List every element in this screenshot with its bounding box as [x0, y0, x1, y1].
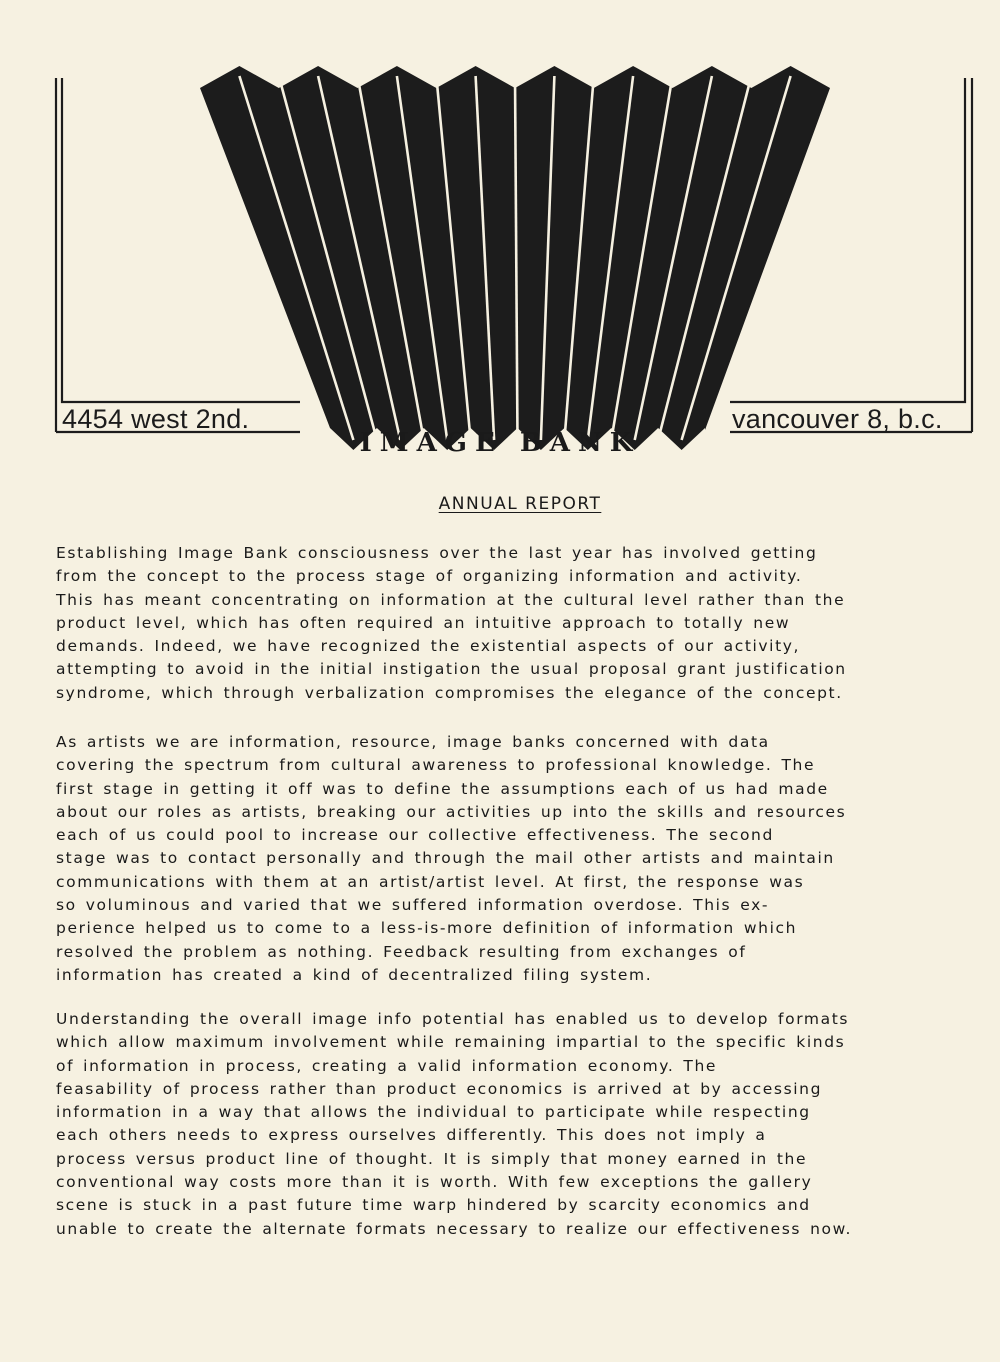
text-line: perience helped us to come to a less-is-more definition of information which	[56, 919, 798, 938]
text-line: first stage in getting it off was to define the assumptions each of us had made	[56, 779, 829, 798]
text-line: syndrome, which through verbalization compromises the elegance of the concept.	[56, 683, 843, 702]
text-line: demands. Indeed, we have recognized the existential aspects of our activity,	[56, 637, 801, 656]
text-line: each of us could pool to increase our collective effectiveness. The second	[56, 826, 774, 845]
text-line: which allow maximum involvement while remaining impartial to the specific kinds	[56, 1033, 846, 1052]
text-line: so voluminous and varied that we suffered information overdose. This ex-	[56, 896, 770, 915]
address-city: vancouver 8, b.c.	[732, 404, 943, 434]
text-line: As artists we are information, resource, image banks concerned with data	[56, 733, 770, 751]
text-line: communications with them at an artist/artist level. At first, the response was	[56, 872, 805, 891]
text-line: about our roles as artists, breaking our activities up into the skills and resources	[56, 802, 847, 821]
address-street: 4454 west 2nd.	[62, 404, 250, 434]
text-line: from the concept to the process stage of organizing information and activity.	[56, 567, 803, 586]
text-line: of information in process, creating a valid information economy. The	[56, 1056, 718, 1075]
text-line: scene is stuck in a past future time warp hindered by scarcity economics and	[56, 1196, 811, 1215]
paragraph-2	[56, 731, 846, 987]
text-line: process versus product line of thought. It is simply that money earned in the	[56, 1149, 808, 1168]
text-line: information in a way that allows the individual to participate while respecting	[56, 1103, 811, 1122]
text-line: covering the spectrum from cultural awareness to professional knowledge. The	[56, 756, 816, 775]
report-title: ANNUAL REPORT	[438, 494, 602, 514]
text-line: each others needs to express ourselves differently. This does not imply a	[56, 1126, 767, 1145]
text-line: Establishing Image Bank consciousness over the last year has involved getting	[56, 544, 818, 562]
paragraph-3	[56, 1008, 852, 1241]
paragraph-1	[56, 542, 847, 705]
text-line: attempting to avoid in the initial instigation the usual proposal grant justification	[56, 660, 847, 679]
text-line: product level, which has often required an intuitive approach to totally new	[56, 613, 791, 632]
accordion-logo-graphic	[0, 0, 1000, 470]
text-line: This has meant concentrating on information at the cultural level rather than the	[56, 590, 846, 609]
logo-wordmark: IMAGE BANK	[359, 428, 641, 458]
text-line: resolved the problem as nothing. Feedback resulting from exchanges of	[56, 942, 747, 961]
text-line: unable to create the alternate formats necessary to realize our effectiveness now.	[56, 1219, 852, 1238]
text-line: information has created a kind of decentralized filing system.	[56, 965, 653, 984]
text-line: stage was to contact personally and through the mail other artists and maintain	[56, 849, 835, 868]
accordion-bellows	[200, 66, 830, 450]
text-line: Understanding the overall image info potential has enabled us to develop formats	[56, 1010, 850, 1028]
letterhead	[0, 0, 1000, 470]
text-line: feasability of process rather than product economics is arrived at by accessing	[56, 1079, 823, 1098]
text-line: conventional way costs more than it is worth. With few exceptions the gallery	[56, 1173, 813, 1192]
